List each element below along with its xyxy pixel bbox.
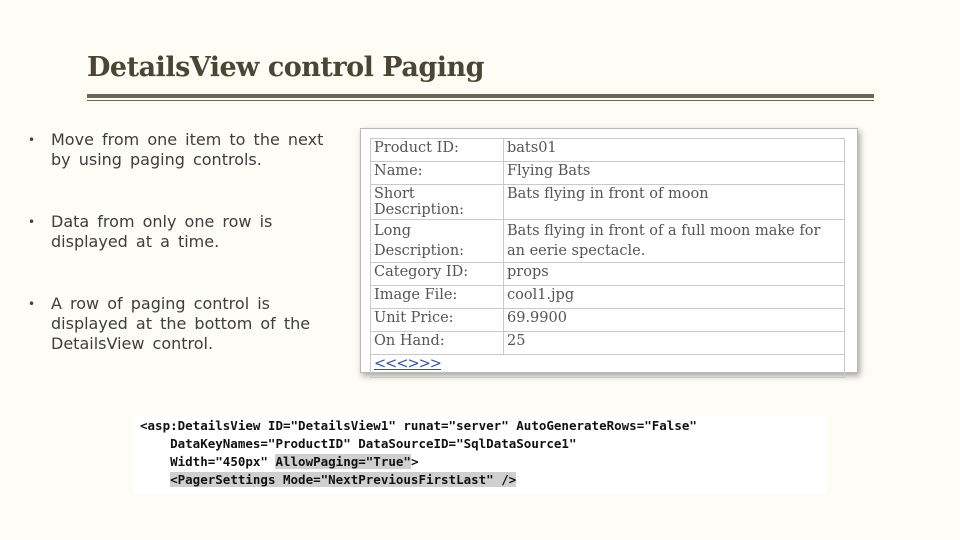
code-highlight-allowpaging: AllowPaging="True" (275, 454, 411, 469)
title-divider-thin (87, 100, 874, 101)
code-tag-close: > (410, 454, 419, 469)
field-label: Name: (371, 162, 504, 185)
bullet-dot-icon: • (28, 215, 36, 229)
code-indent (140, 472, 170, 487)
field-value: bats01 (504, 139, 845, 162)
field-value: Bats flying in front of a full moon make for an eerie spectacle. (504, 220, 845, 263)
pager-first-link[interactable]: << (374, 356, 397, 372)
bullet-item (28, 212, 328, 252)
bullet-text: A row of paging control is displayed at the bottom of the DetailsView control. (51, 294, 311, 353)
field-label: Unit Price: (371, 309, 504, 332)
title-divider (87, 94, 874, 98)
pager-row (371, 355, 845, 378)
pager-last-link[interactable]: >> (418, 356, 441, 372)
bullet-dot-icon: • (28, 297, 36, 311)
field-label: Product ID: (371, 139, 504, 162)
field-value: props (504, 263, 845, 286)
detailsview-screenshot (360, 128, 858, 373)
bullet-item (28, 294, 328, 354)
code-indent (140, 454, 170, 469)
field-label: Long Description: (371, 220, 504, 263)
table-row (371, 139, 845, 162)
pager-next-link[interactable]: > (407, 356, 419, 372)
code-highlight-pagersettings: <PagerSettings Mode="NextPreviousFirstLast" /> (170, 472, 517, 487)
table-row (371, 263, 845, 286)
details-view-table (370, 138, 845, 378)
code-line (140, 471, 516, 489)
field-label: Category ID: (371, 263, 504, 286)
field-value: cool1.jpg (504, 286, 845, 309)
field-value: Bats flying in front of moon (504, 185, 845, 220)
slide-title: DetailsView control Paging (87, 52, 484, 83)
table-row (371, 286, 845, 309)
field-label: Image File: (371, 286, 504, 309)
pager-cell (371, 355, 845, 378)
field-value: 25 (504, 332, 845, 355)
code-snippet (134, 416, 826, 494)
field-value: Flying Bats (504, 162, 845, 185)
code-line: DataKeyNames="ProductID" DataSourceID="SqlDataSource1" (140, 436, 577, 451)
table-row (371, 185, 845, 220)
pager-prev-link[interactable]: < (396, 356, 408, 372)
code-width-attr: Width="450px" (170, 454, 276, 469)
bullet-item (28, 130, 328, 170)
code-line (140, 453, 418, 471)
code-line: <asp:DetailsView ID="DetailsView1" runat="server" AutoGenerateRows="False" (140, 418, 697, 433)
field-value: 69.9900 (504, 309, 845, 332)
bullet-text: Move from one item to the next by using paging controls. (51, 130, 324, 169)
table-row (371, 220, 845, 263)
field-label: Short Description: (371, 185, 504, 220)
field-label: On Hand: (371, 332, 504, 355)
bullet-text: Data from only one row is displayed at a time. (51, 212, 273, 251)
table-row (371, 309, 845, 332)
table-row (371, 332, 845, 355)
bullet-dot-icon: • (28, 133, 36, 147)
table-row (371, 162, 845, 185)
